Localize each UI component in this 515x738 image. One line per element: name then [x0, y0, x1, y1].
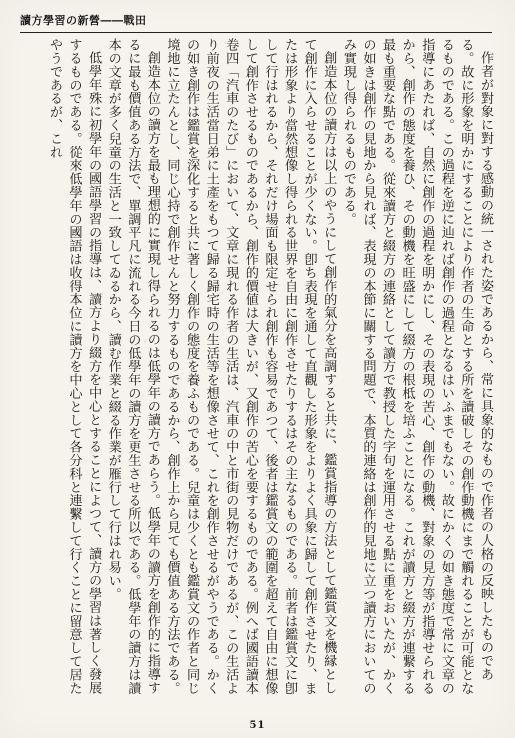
vertical-text-columns: [20, 38, 495, 703]
paragraph-2: 創造本位の讀方は以上のやうにして創作的氣分を高調すると共に、鑑賞指導の方法として鑑賞文を機縁として創作に入らせることが少くない。卽ち表現を通して直觀した形象をよりよく具象に歸して創作させたり、または形象より當然想像し得られる世界を自由に創作させたりするはその主なるものである。前者は鑑賞文に卽して行はれるから、それだけ場面も限定せられ創作も容易であつて、後者は鑑賞文の範圍を超えて自由に想像して創作させるものであるから、創作的價値は大きいが、又創作の苦心を要するものである。例へば國語讀本卷四「汽車のたび」において、文章に現れる作者の生活は、汽車の中と市街の見物だけであるが、この生活より前夜の生活當日弟に土產をもつて歸る歸宅時の生活等を想像させて、これを創作させるがやうである。かくの如き創作は鑑賞を深化すると共に著しく創作の態度を養ふものである。兒童は少くとも鑑賞文の作者と同じ境地に立たんとし、同じ心持で創作せんと努力するものであるから、創作上から見ても價值ある方法である。: [164, 38, 337, 695]
body-text: [20, 38, 495, 703]
paragraph-3: 創造本位の讀方を最も理想的に實現し得られるのは低學年の讀方であらう。低學年の讀方を創作的に指導するに最も價值ある方法で、單調平凡に流れる今日の低學年の讀方を更生させる所以である。低學年の讀方は讀本の文章が多く兒童の生活と一致してゐるから、讀む作業と綴る作業が雁行して行はれ易い。: [105, 38, 160, 695]
paragraph-1: 作者が對象に對する感動の統一された姿であるから、常に具象的なもので作者の人格の反映したものである。故に形象を明かにすることにより作者の生命とする所を讀破しその創作動機にまで觸れることが可能となるものである。この過程を逆に辿れば創作の過程となるはいふまでもない。故にかくの如き態度で常に文章の指導にあたれば、自然に創作の過程を明かにし、その表現の苦心、創作の動機、對象の見方等が指導せられるから、創作の態度を養ひ、その動機を旺盛にして綴方の根柢を培ふことになる。これが讀方と綴方が連繋する最も重要な點である。從來讀方と綴方の連絡として讀方で教授した字句を運用させる點に重をおいたが、かくの如きは創作の見地から見れば、表現の本節に關する問題で、本質的連絡は創作的見地に立つ讀方においてのみ實現し得られるものである。: [340, 38, 493, 695]
running-header: [20, 10, 492, 34]
running-header-title: 讀方學習の新營――戰田: [20, 14, 147, 27]
paragraph-4: 低學年殊に初學年の國語學習の指導は、讀方より綴方を中心とすることによつて、讀方の學習は著しく發展するものである。從來低學年の國語は收得本位に讀方を中心として各分科と連繫して行くことに留意して居たやうであるが、これ: [46, 38, 102, 695]
page-number: 51: [249, 720, 266, 731]
header-rule: [20, 32, 492, 33]
